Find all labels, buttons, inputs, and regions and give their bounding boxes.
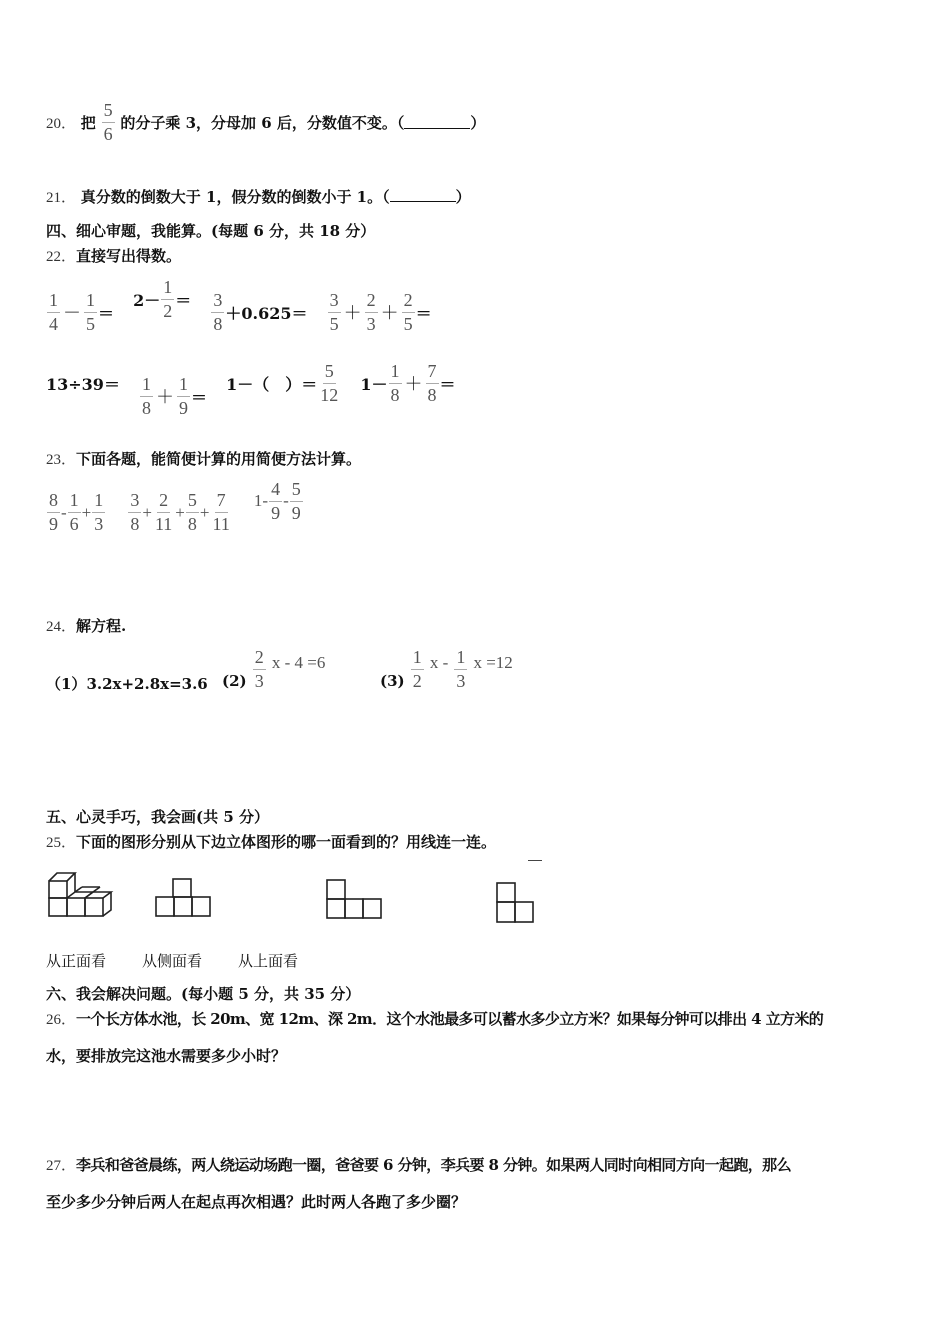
numerator: 2 [253, 648, 266, 670]
fraction [318, 362, 340, 405]
paren-close: ） [455, 188, 471, 206]
denominator: 6 [69, 514, 79, 535]
fraction [389, 362, 402, 405]
expression [327, 291, 432, 334]
denominator: 5 [403, 313, 413, 334]
numerator: 2 [157, 491, 170, 513]
equals: ＝ [439, 374, 456, 394]
operator: + [175, 502, 185, 522]
numerator: 3 [128, 491, 141, 513]
denominator: 5 [86, 313, 95, 334]
denominator: 5 [329, 313, 339, 334]
question-25 [46, 831, 496, 852]
denominator: 12 [320, 384, 339, 405]
fraction [328, 291, 341, 334]
numerator: 5 [323, 362, 336, 384]
fraction [211, 291, 224, 334]
denominator: 3 [366, 313, 376, 334]
view-shape-l-small [495, 881, 535, 925]
numerator: 5 [290, 480, 303, 502]
section-5-title: 五、心灵手巧，我会画(共 5 分） [46, 808, 269, 826]
denominator: 8 [142, 397, 152, 418]
numerator: 5 [102, 101, 115, 123]
question-23 [46, 448, 361, 469]
view-shape-l-wide [325, 878, 383, 920]
fraction [290, 480, 303, 523]
fraction [426, 362, 439, 405]
fraction [411, 648, 424, 691]
operand: 1－（ ）＝ [226, 374, 318, 394]
paren-close: ） [470, 113, 486, 132]
question-26-line-2: 水，要排放完这池水需要多少小时？ [46, 1047, 287, 1065]
operand: ＋0.625＝ [225, 303, 308, 323]
equation: 3.2x+2.8x=3.6 [86, 675, 208, 693]
denominator: 9 [291, 502, 301, 523]
expression [360, 362, 455, 405]
denominator: 9 [179, 397, 189, 418]
section-4-title: 四、细心审题，我能算。(每题 6 分，共 18 分） [46, 222, 376, 240]
equals: ＝ [98, 303, 115, 323]
question-21 [46, 186, 471, 207]
question-text: 李兵和爸爸晨练，两人绕运动场跑一圈，爸爸要 6 分钟，李兵要 8 分钟。如果两人同时向相同方向一起跑，那么 [76, 1156, 791, 1174]
expression [226, 362, 341, 405]
numerator: 1 [161, 278, 174, 300]
operator: ＋ [156, 387, 175, 409]
equation: x - [429, 652, 449, 672]
view-shape-t [154, 877, 212, 919]
equation: x =12 [473, 652, 513, 672]
denominator: 8 [427, 384, 437, 405]
denominator: 11 [212, 514, 230, 535]
expression [210, 291, 307, 334]
numerator: 2 [365, 291, 378, 313]
expression [46, 372, 120, 395]
answer-blank[interactable] [390, 189, 456, 202]
numerator: 1 [84, 291, 97, 313]
question-number: 22． [46, 249, 77, 265]
expression [46, 291, 114, 334]
expression [127, 491, 232, 534]
numerator: 3 [328, 291, 341, 313]
part-label: （1） [46, 675, 87, 693]
numerator: 1 [68, 491, 81, 513]
fraction [153, 491, 174, 534]
question-number: 26． [46, 1012, 77, 1028]
fraction [47, 291, 60, 334]
question-text: 直接写出得数。 [76, 247, 182, 265]
question-text: 把 [80, 113, 96, 132]
operator: ＋ [343, 303, 362, 325]
expression [139, 375, 207, 418]
numerator: 1 [454, 648, 467, 670]
fraction [47, 491, 60, 534]
numerator: 1 [140, 375, 153, 397]
question-20 [46, 101, 485, 144]
equals: ＝ [191, 387, 208, 407]
question-number: 21． [46, 190, 77, 206]
fraction [140, 375, 153, 418]
q22-row-2 [46, 362, 466, 418]
denominator: 3 [456, 670, 466, 691]
q22-row-1 [46, 278, 442, 334]
denominator: 11 [154, 514, 173, 535]
denominator: 2 [412, 670, 422, 691]
section-6-title: 六、我会解决问题。(每小题 5 分，共 35 分） [46, 985, 361, 1003]
operator: + [199, 502, 210, 522]
part-label: (3) [380, 671, 405, 690]
operator: + [142, 502, 152, 522]
fraction [210, 491, 231, 534]
equation-2 [222, 648, 325, 691]
denominator: 8 [130, 514, 140, 535]
numerator: 3 [211, 291, 224, 313]
question-text: 真分数的倒数大于 1，假分数的倒数小于 1。（ [80, 188, 390, 206]
fraction [177, 375, 190, 418]
numerator: 4 [269, 480, 282, 502]
numerator: 2 [402, 291, 415, 313]
expression [254, 480, 304, 523]
fraction [92, 491, 105, 534]
fraction [402, 291, 415, 334]
numerator: 7 [426, 362, 439, 384]
question-27-line-1 [46, 1154, 791, 1175]
question-number: 24． [46, 619, 77, 635]
denominator: 3 [94, 514, 104, 535]
numerator: 8 [47, 491, 60, 513]
numerator: 1 [389, 362, 402, 384]
expression [46, 491, 106, 534]
denominator: 4 [49, 313, 58, 334]
numerator: 7 [215, 491, 228, 513]
part-label: (2) [222, 671, 247, 690]
operand: 1- [253, 491, 269, 511]
operand: 1－ [360, 374, 388, 394]
operator: - [61, 502, 67, 522]
numerator: 1 [47, 291, 60, 313]
fraction [253, 648, 266, 691]
operator: ＋ [404, 374, 423, 396]
question-number: 25． [46, 835, 77, 851]
question-number: 27． [46, 1158, 77, 1174]
view-label-front: 从正面看 [46, 952, 107, 970]
operand: 2－ [133, 290, 161, 310]
question-27-line-2: 至少多少分钟后两人在起点再次相遇？此时两人各跑了多少圈？ [46, 1193, 467, 1211]
numerator: 1 [411, 648, 424, 670]
question-text: 下面的图形分别从下边立体图形的哪一面看到的？用线连一连。 [76, 833, 497, 851]
operator: ＋ [380, 303, 399, 325]
equation: x - 4 =6 [271, 652, 326, 672]
numerator: 5 [186, 491, 199, 513]
numerator: 1 [177, 375, 190, 397]
operand: 13÷39＝ [46, 374, 120, 394]
fraction [161, 278, 174, 321]
denominator: 8 [390, 384, 400, 405]
answer-blank[interactable] [404, 116, 470, 129]
denominator: 6 [103, 123, 113, 144]
numerator: 1 [92, 491, 105, 513]
denominator: 9 [49, 514, 58, 535]
question-26-line-1 [46, 1008, 823, 1029]
question-number: 23． [46, 452, 77, 468]
equals: ＝ [415, 303, 432, 323]
equals: ＝ [175, 290, 192, 310]
view-label-top: 从上面看 [238, 952, 299, 970]
operator: － [63, 303, 81, 325]
fraction [84, 291, 97, 334]
denominator: 2 [163, 300, 173, 321]
denominator: 8 [187, 514, 197, 535]
q23-expressions [46, 480, 314, 534]
scan-mark [528, 860, 542, 861]
question-22 [46, 245, 181, 266]
view-label-side: 从侧面看 [142, 952, 203, 970]
fraction [68, 491, 81, 534]
fraction [128, 491, 141, 534]
fraction [186, 491, 199, 534]
denominator: 3 [254, 670, 264, 691]
equation-3 [380, 648, 513, 691]
equation-1 [46, 673, 208, 694]
operator: + [81, 502, 92, 522]
question-text: 一个长方体水池，长 20m、宽 12m、深 2m．这个水池最多可以蓄水多少立方米？如果每分钟可以排出 4 立方米的 [76, 1010, 824, 1028]
solid-figure-cubes [46, 868, 120, 920]
question-text: 的分子乘 3，分母加 6 后，分数值不变。（ [120, 113, 405, 132]
denominator: 8 [213, 313, 223, 334]
expression [133, 278, 191, 321]
question-24 [46, 615, 126, 636]
fraction [102, 101, 115, 144]
fraction [365, 291, 378, 334]
fraction [269, 480, 282, 523]
question-number: 20． [46, 115, 77, 132]
operator: - [283, 491, 289, 511]
question-text: 下面各题，能简便计算的用简便方法计算。 [76, 450, 362, 468]
fraction [454, 648, 467, 691]
denominator: 9 [271, 502, 281, 523]
question-text: 解方程. [76, 617, 127, 635]
